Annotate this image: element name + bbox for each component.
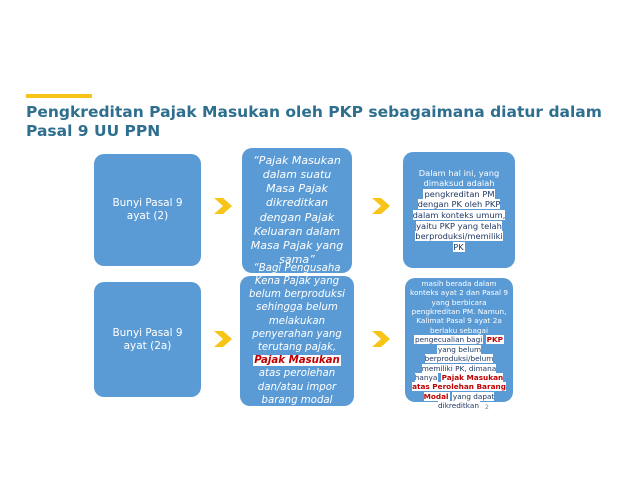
card-label-text: Bunyi Pasal 9 ayat (2a)	[112, 326, 183, 352]
card-pasal-9-ayat-2-quote	[242, 148, 352, 273]
quote-text: “Pajak Masukan dalam suatu Masa Pajak dikreditkan dengan Pajak Keluaran dalam Masa Pajak yang sama”	[250, 153, 344, 267]
arrow-right-icon	[370, 195, 392, 217]
card-pasal-9-ayat-2a-quote	[240, 262, 354, 420]
note-highlight: yang dapat dikreditkan	[438, 391, 495, 411]
note-highlight: pengkreditan PM dengan PK oleh PKP dalam konteks umum, yaitu PKP yang telah berproduksi/memiliki PK	[412, 188, 506, 252]
card-pasal-9-ayat-2a-label	[94, 282, 201, 397]
quote-highlight: Pajak Masukan	[254, 355, 340, 367]
arrow-right-icon	[212, 328, 234, 350]
page-number: 2	[485, 404, 489, 411]
arrow-right-icon	[212, 195, 234, 217]
note-highlight-red: PKP	[486, 335, 503, 345]
note-highlight: pengecualian bagi	[415, 335, 483, 345]
card-pasal-9-ayat-2a-note	[405, 269, 513, 411]
quote-text: terutang pajak,	[257, 342, 337, 353]
note-text: Kalimat Pasal 9 ayat 2a masih berada dalam konteks ayat 2 dan Pasal 9 yang berbicara pengkreditan PM. Namun, Kalimat Pasal 9 ayat 2a berlaku sebagai	[409, 269, 508, 335]
card-pasal-9-ayat-2-note	[403, 152, 515, 268]
card-label-text: Bunyi Pasal 9 ayat (2)	[112, 197, 183, 222]
quote-text: atas perolehan dan/atau impor barang modal dapat dikreditkan.”	[247, 368, 347, 420]
note-text: Dalam hal ini, yang dimaksud adalah	[418, 167, 500, 189]
quote-text: “Bagi Pengusaha Kena Pajak yang belum berproduksi sehingga belum melakukan penyerahan yang	[249, 262, 345, 340]
note-highlight: yang belum berproduksi/belum memiliki PK, dimana hanya	[414, 344, 497, 382]
accent-bar	[26, 94, 92, 98]
slide-title: Pengkreditan Pajak Masukan oleh PKP sebagaimana diatur dalam Pasal 9 UU PPN	[26, 103, 602, 140]
arrow-right-icon	[370, 328, 392, 350]
note-highlight-red: Pajak Masukan atas Perolehan Barang Modal	[412, 372, 506, 401]
card-pasal-9-ayat-2-label	[94, 154, 201, 266]
